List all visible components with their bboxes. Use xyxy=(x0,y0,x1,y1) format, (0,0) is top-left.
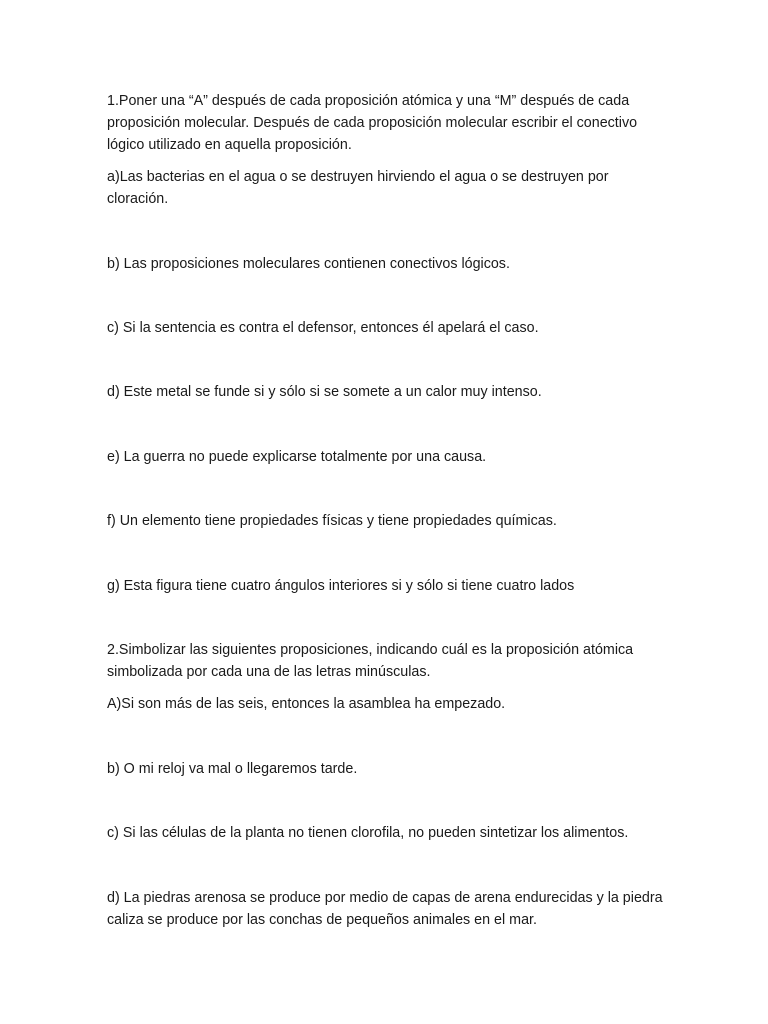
section1-item-c: c) Si la sentencia es contra el defensor, entonces él apelará el caso. xyxy=(107,320,539,336)
section2-instruction: 2.Simbolizar las siguientes proposiciones, indicando cuál es la proposición atómica simbolizada por cada una de las letras minúsculas. xyxy=(107,642,634,680)
section1-item-f: f) Un elemento tiene propiedades físicas y tiene propiedades químicas. xyxy=(107,513,557,529)
section2-item-b: b) O mi reloj va mal o llegaremos tarde. xyxy=(107,761,358,777)
section2-item-c: c) Si las células de la planta no tienen clorofila, no pueden sintetizar los alimentos. xyxy=(107,825,629,841)
section1-item-a: a)Las bacterias en el agua o se destruyen hirviendo el agua o se destruyen por cloración. xyxy=(107,169,609,207)
section2-item-d: d) La piedras arenosa se produce por medio de capas de arena endurecidas y la piedra caliza se produce por las conchas de pequeños animales en el mar. xyxy=(107,890,663,928)
section1-item-e: e) La guerra no puede explicarse totalmente por una causa. xyxy=(107,449,487,465)
section1-item-g: g) Esta figura tiene cuatro ángulos interiores si y sólo si tiene cuatro lados xyxy=(107,578,575,594)
section1-instruction: 1.Poner una “A” después de cada proposición atómica y una “M” después de cada proposición molecular. Después de cada proposición molecular escribir el conectivo lógico utilizado en aquella proposición. xyxy=(107,93,638,153)
section1-item-d: d) Este metal se funde si y sólo si se somete a un calor muy intenso. xyxy=(107,384,542,400)
document-page xyxy=(107,90,667,931)
section1-item-b: b) Las proposiciones moleculares contienen conectivos lógicos. xyxy=(107,256,510,272)
section2-item-a: A)Si son más de las seis, entonces la asamblea ha empezado. xyxy=(107,696,506,712)
